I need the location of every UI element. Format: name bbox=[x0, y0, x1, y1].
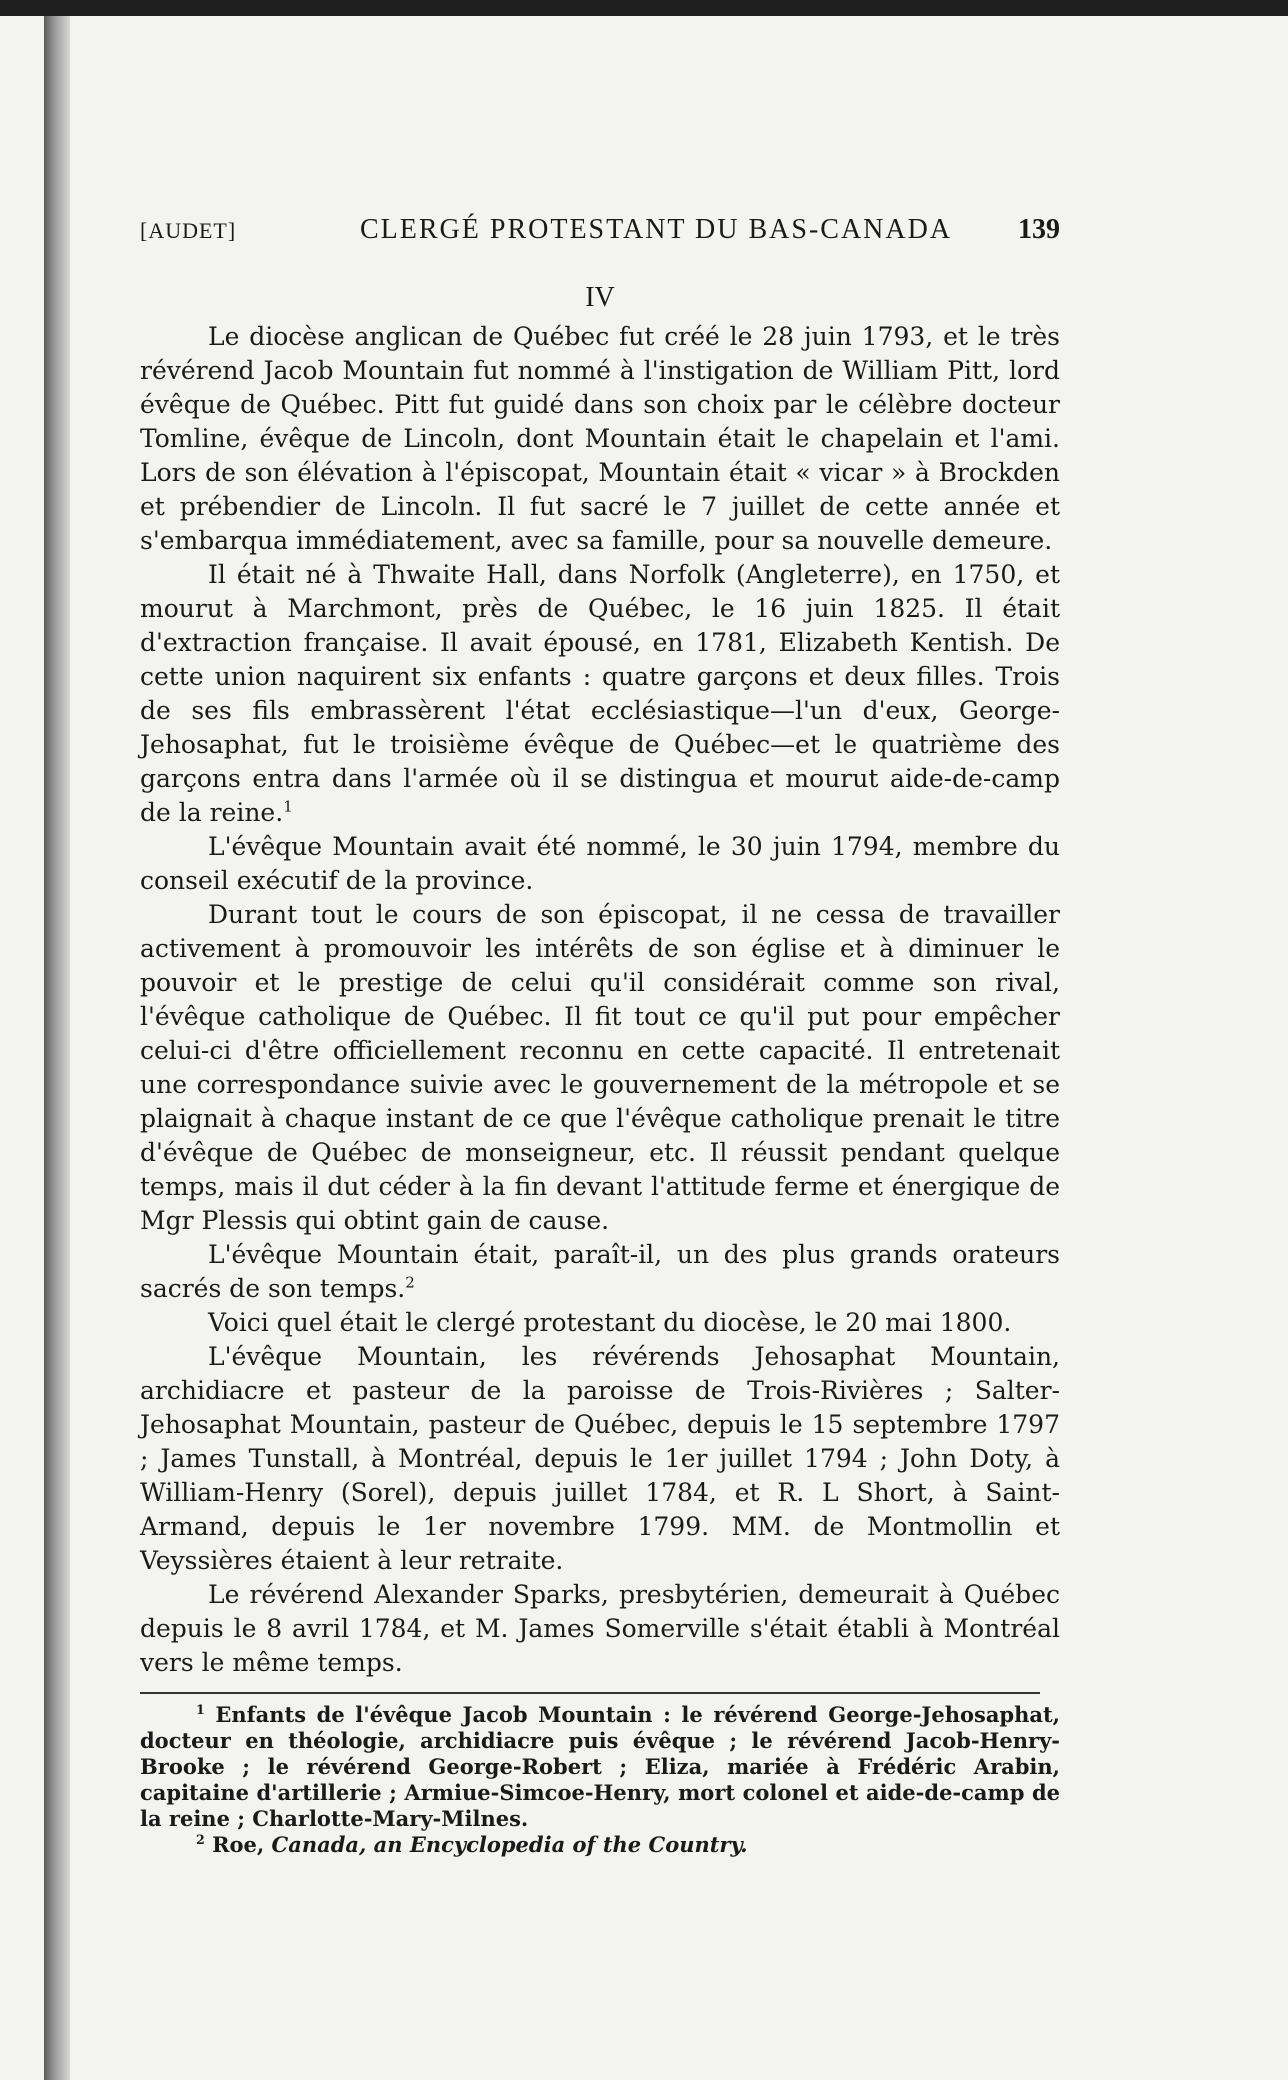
paragraph: L'évêque Mountain, les révérends Jehosaphat Mountain, archidiacre et pasteur de la paroisse de Trois-Rivières ; Salter-Jehosaphat Mountain, pasteur de Québec, depuis le 15 septembre 1797 ; James Tunstall, à Montréal, depuis le 1er juillet 1794 ; John Doty, à William-Henry (Sorel), depuis juillet 1784, et R. L Short, à Saint-Armand, depuis le 1er novembre 1799. MM. de Montmollin et Veyssières étaient à leur retraite. bbox=[140, 1342, 1060, 1575]
footnote-ref: 1 bbox=[283, 797, 293, 816]
footnote-1: $^1$ Enfants de l'évêque Jacob Mountain : le révérend George-Jehosaphat, docteur en théologie, archidiacre puis évêque ; le révérend Jacob-Henry-Brooke ; le révérend George-Robert ; Eliza, mariée à Frédéric Arabin, capitaine d'artillerie ; Armiue-Simcoe-Henry, mort colonel et aide-de-camp de la reine ; Charlotte-Mary-Milnes. bbox=[140, 1702, 1060, 1831]
paragraph: Le diocèse anglican de Québec fut créé le 28 juin 1793, et le très révérend Jacob Mountain fut nommé à l'instigation de William Pitt, lord évêque de Québec. Pitt fut guidé dans son choix par le célèbre docteur Tomline, évêque de Lincoln, dont Mountain était le chapelain et l'ami. Lors de son élévation à l'épiscopat, Mountain était « vicar » à Brockden et prébendier de Lincoln. Il fut sacré le 7 juillet de cette année et s'embarqua immédiatement, avec sa famille, pour sa nouvelle demeure. bbox=[140, 322, 1060, 555]
running-head-title: CLERGÉ PROTESTANT DU BAS-CANADA bbox=[360, 214, 953, 245]
footnote-ref: 2 bbox=[405, 1273, 415, 1292]
footnotes bbox=[140, 1702, 1060, 1858]
paragraph: Durant tout le cours de son épiscopat, il ne cessa de travailler activement à promouvoir les intérêts de son église et à diminuer le pouvoir et le prestige de celui qu'il considérait comme son rival, l'évêque catholique de Québec. Il fit tout ce qu'il put pour empêcher celui-ci d'être officiellement reconnu en cette capacité. Il entretenait une correspondance suivie avec le gouvernement de la métropole et se plaignait à chaque instant de ce que l'évêque catholique prenait le titre d'évêque de Québec de monseigneur, etc. Il réussit pendant quelque temps, mais il dut céder à la fin devant l'attitude ferme et énergique de Mgr Plessis qui obtint gain de cause. bbox=[140, 900, 1060, 1235]
paragraph: Il était né à Thwaite Hall, dans Norfolk (Angleterre), en 1750, et mourut à Marchmont, près de Québec, le 16 juin 1825. Il était d'extraction française. Il avait épousé, en 1781, Elizabeth Kentish. De cette union naquirent six enfants : quatre garçons et deux filles. Trois de ses fils embrassèrent l'état ecclésiastique—l'un d'eux, George-Jehosaphat, fut le troisième évêque de Québec—et le quatrième des garçons entra dans l'armée où il se distingua et mourut aide-de-camp de la reine.$^1$ bbox=[140, 560, 1060, 827]
scan-margin bbox=[0, 16, 44, 2080]
paragraph: L'évêque Mountain avait été nommé, le 30 juin 1794, membre du conseil exécutif de la province. bbox=[140, 832, 1060, 895]
page-content bbox=[140, 212, 1060, 1858]
footnote-divider bbox=[140, 1692, 1040, 1694]
paragraph: Le révérend Alexander Sparks, presbytérien, demeurait à Québec depuis le 8 avril 1784, et M. James Somerville s'était établi à Montréal vers le même temps. bbox=[140, 1580, 1060, 1677]
running-head bbox=[140, 212, 1060, 252]
body-text bbox=[140, 320, 1060, 1680]
section-heading: IV bbox=[585, 282, 615, 313]
scan-top-border bbox=[0, 0, 1288, 16]
citation-title: Canada, an Encyclopedia of the Country. bbox=[271, 1832, 748, 1857]
book-gutter-shadow bbox=[44, 16, 70, 2080]
page-number: 139 bbox=[1018, 214, 1060, 245]
paragraph: L'évêque Mountain était, paraît-il, un des plus grands orateurs sacrés de son temps.$^2$ bbox=[140, 1240, 1060, 1303]
footnote-2: $^2$ Roe, Canada, an Encyclopedia of the Country. bbox=[196, 1832, 748, 1857]
running-head-author: [AUDET] bbox=[140, 218, 237, 243]
paragraph: Voici quel était le clergé protestant du diocèse, le 20 mai 1800. bbox=[208, 1308, 1012, 1337]
